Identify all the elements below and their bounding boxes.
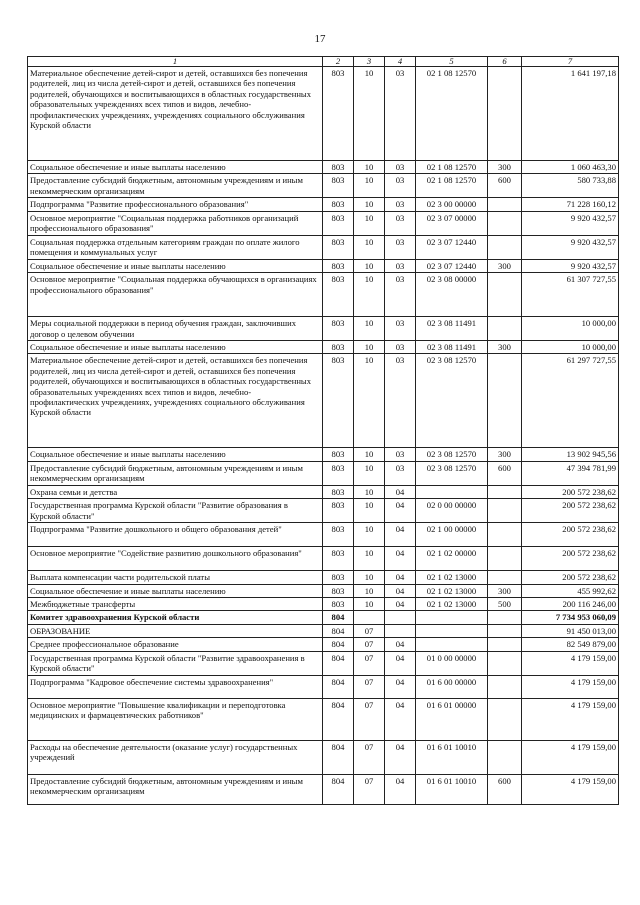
row-sum: 4 179 159,00: [522, 698, 619, 740]
row-pr: 04: [385, 571, 416, 584]
table-row: [28, 174, 619, 198]
row-rz: 10: [354, 547, 385, 571]
row-sum: 71 228 160,12: [522, 198, 619, 211]
row-rz: 07: [354, 638, 385, 651]
row-sum: 10 000,00: [522, 341, 619, 354]
row-name: Основное мероприятие "Содействие развитию дошкольного образования": [28, 547, 323, 571]
row-name: Материальное обеспечение детей-сирот и детей, оставшихся без попечения родителей, лиц из числа детей-сирот и детей, оставшихся без попечения родителей, обучающихся и воспитывающихся в областных государственных образовательных учреждениях всех типов и видов, лечебно-профилактических учреждениях, учреждениях социального обслуживания Курской области: [28, 354, 323, 448]
row-pr: 04: [385, 740, 416, 774]
row-sum: 47 394 781,99: [522, 461, 619, 485]
row-name: Подпрограмма "Развитие профессионального образования": [28, 198, 323, 211]
row-vr: [488, 67, 522, 161]
row-vr: [488, 499, 522, 523]
table-row: [28, 461, 619, 485]
row-rz: 10: [354, 461, 385, 485]
row-ved: 804: [323, 638, 354, 651]
row-rz: 10: [354, 273, 385, 317]
row-sum: 4 179 159,00: [522, 774, 619, 804]
row-sum: 82 549 879,00: [522, 638, 619, 651]
row-vr: [488, 624, 522, 637]
row-csr: 02 3 08 12570: [416, 461, 488, 485]
row-name: Социальное обеспечение и иные выплаты населению: [28, 341, 323, 354]
row-ved: 803: [323, 571, 354, 584]
row-pr: 04: [385, 485, 416, 498]
row-ved: 803: [323, 67, 354, 161]
row-name: Подпрограмма "Кадровое обеспечение системы здравоохранения": [28, 675, 323, 698]
row-csr: 02 3 08 12570: [416, 354, 488, 448]
row-sum: 1 060 463,30: [522, 161, 619, 174]
row-name: Основное мероприятие "Социальная поддержка обучающихся в организациях профессионального образования": [28, 273, 323, 317]
row-rz: 10: [354, 598, 385, 611]
row-ved: 803: [323, 211, 354, 235]
row-ved: 804: [323, 774, 354, 804]
row-vr: [488, 651, 522, 675]
table-row: [28, 675, 619, 698]
table-row: [28, 598, 619, 611]
row-vr: [488, 317, 522, 341]
row-vr: 600: [488, 461, 522, 485]
table-row: [28, 611, 619, 624]
row-pr: 03: [385, 448, 416, 461]
row-csr: 01 6 00 00000: [416, 675, 488, 698]
row-rz: 10: [354, 174, 385, 198]
row-ved: 804: [323, 698, 354, 740]
row-name: ОБРАЗОВАНИЕ: [28, 624, 323, 637]
row-rz: 10: [354, 523, 385, 547]
row-sum: 455 992,62: [522, 584, 619, 597]
row-csr: 02 3 07 00000: [416, 211, 488, 235]
row-vr: [488, 354, 522, 448]
row-sum: 13 902 945,56: [522, 448, 619, 461]
row-vr: [488, 485, 522, 498]
row-csr: [416, 624, 488, 637]
row-name: Материальное обеспечение детей-сирот и детей, оставшихся без попечения родителей, лиц из числа детей-сирот и детей, оставшихся без попечения родителей, обучающихся и воспитывающихся в областных государственных образовательных учреждениях всех типов и видов, лечебно-профилактических учреждениях, учреждениях социального обслуживания Курской области: [28, 67, 323, 161]
row-vr: [488, 547, 522, 571]
row-csr: 02 1 08 12570: [416, 174, 488, 198]
row-name: Среднее профессиональное образование: [28, 638, 323, 651]
row-vr: [488, 523, 522, 547]
row-vr: [488, 211, 522, 235]
row-sum: 61 307 727,55: [522, 273, 619, 317]
row-pr: [385, 624, 416, 637]
row-name: Расходы на обеспечение деятельности (оказание услуг) государственных учреждений: [28, 740, 323, 774]
table-row: [28, 448, 619, 461]
row-ved: 804: [323, 624, 354, 637]
row-name: Государственная программа Курской области "Развитие образования в Курской области": [28, 499, 323, 523]
row-ved: 803: [323, 317, 354, 341]
budget-table: [27, 56, 619, 805]
row-vr: [488, 638, 522, 651]
row-vr: 300: [488, 341, 522, 354]
row-sum: 200 572 238,62: [522, 547, 619, 571]
row-rz: 07: [354, 740, 385, 774]
row-ved: 803: [323, 485, 354, 498]
row-vr: [488, 235, 522, 259]
row-vr: 300: [488, 161, 522, 174]
row-pr: 04: [385, 598, 416, 611]
row-pr: 03: [385, 317, 416, 341]
row-pr: 03: [385, 211, 416, 235]
table-row: [28, 198, 619, 211]
row-name: Выплата компенсации части родительской платы: [28, 571, 323, 584]
row-pr: 03: [385, 461, 416, 485]
table-row: [28, 211, 619, 235]
row-sum: 10 000,00: [522, 317, 619, 341]
table-row: [28, 638, 619, 651]
row-name: Предоставление субсидий бюджетным, автономным учреждениям и иным некоммерческим организациям: [28, 174, 323, 198]
row-rz: 10: [354, 571, 385, 584]
row-rz: 10: [354, 341, 385, 354]
row-vr: 500: [488, 598, 522, 611]
row-ved: 803: [323, 584, 354, 597]
row-sum: 61 297 727,55: [522, 354, 619, 448]
table-row: [28, 235, 619, 259]
row-rz: 07: [354, 675, 385, 698]
row-csr: 02 3 08 12570: [416, 448, 488, 461]
page-number: 17: [314, 33, 326, 45]
row-name: Охрана семьи и детства: [28, 485, 323, 498]
row-pr: 04: [385, 584, 416, 597]
row-pr: 04: [385, 499, 416, 523]
row-vr: [488, 198, 522, 211]
row-rz: 10: [354, 67, 385, 161]
row-vr: [488, 571, 522, 584]
row-csr: 01 0 00 00000: [416, 651, 488, 675]
row-rz: 10: [354, 161, 385, 174]
table-row: [28, 259, 619, 272]
row-sum: 9 920 432,57: [522, 235, 619, 259]
row-csr: 01 6 01 10010: [416, 740, 488, 774]
row-ved: 804: [323, 675, 354, 698]
row-pr: 03: [385, 198, 416, 211]
row-pr: 04: [385, 774, 416, 804]
row-pr: 03: [385, 273, 416, 317]
row-csr: 02 3 07 12440: [416, 235, 488, 259]
header-row: [28, 57, 619, 67]
row-pr: 03: [385, 161, 416, 174]
row-sum: 200 572 238,62: [522, 499, 619, 523]
row-sum: 7 734 953 060,09: [522, 611, 619, 624]
row-rz: 07: [354, 698, 385, 740]
row-csr: 02 1 02 00000: [416, 547, 488, 571]
row-csr: 02 1 00 00000: [416, 523, 488, 547]
row-sum: 200 116 246,00: [522, 598, 619, 611]
row-csr: [416, 485, 488, 498]
row-csr: 02 1 02 13000: [416, 584, 488, 597]
row-pr: 04: [385, 523, 416, 547]
row-pr: 03: [385, 67, 416, 161]
row-name: Основное мероприятие "Повышение квалификации и переподготовка медицинских и фармацевтических работников": [28, 698, 323, 740]
row-csr: [416, 638, 488, 651]
table-row: [28, 161, 619, 174]
table-row: [28, 354, 619, 448]
row-sum: 200 572 238,62: [522, 571, 619, 584]
row-vr: [488, 273, 522, 317]
row-csr: 02 3 00 00000: [416, 198, 488, 211]
row-pr: 03: [385, 235, 416, 259]
row-csr: 02 3 07 12440: [416, 259, 488, 272]
table-row: [28, 547, 619, 571]
table-row: [28, 651, 619, 675]
row-pr: 04: [385, 675, 416, 698]
row-sum: 200 572 238,62: [522, 523, 619, 547]
row-name: Меры социальной поддержки в период обучения граждан, заключивших договор о целевом обучении: [28, 317, 323, 341]
row-rz: 10: [354, 198, 385, 211]
row-pr: 04: [385, 698, 416, 740]
table-row: [28, 571, 619, 584]
row-ved: 803: [323, 161, 354, 174]
table-row: [28, 67, 619, 161]
row-sum: 200 572 238,62: [522, 485, 619, 498]
row-sum: 91 450 013,00: [522, 624, 619, 637]
row-ved: 803: [323, 354, 354, 448]
table-row: [28, 485, 619, 498]
row-rz: 10: [354, 485, 385, 498]
table-row: [28, 698, 619, 740]
row-csr: 02 1 02 13000: [416, 571, 488, 584]
row-name: Основное мероприятие "Социальная поддержка работников организаций профессионального образования": [28, 211, 323, 235]
table-row: [28, 624, 619, 637]
table-row: [28, 273, 619, 317]
header-col-7: 7: [522, 57, 619, 67]
row-rz: 10: [354, 354, 385, 448]
row-ved: 804: [323, 651, 354, 675]
row-csr: 02 1 02 13000: [416, 598, 488, 611]
row-name: Предоставление субсидий бюджетным, автономным учреждениям и иным некоммерческим организациям: [28, 461, 323, 485]
row-pr: [385, 611, 416, 624]
row-rz: 10: [354, 259, 385, 272]
row-name: Межбюджетные трансферты: [28, 598, 323, 611]
row-rz: [354, 611, 385, 624]
row-ved: 803: [323, 499, 354, 523]
row-ved: 804: [323, 740, 354, 774]
row-name: Социальное обеспечение и иные выплаты населению: [28, 448, 323, 461]
row-sum: 9 920 432,57: [522, 211, 619, 235]
row-vr: [488, 611, 522, 624]
row-csr: 02 3 08 11491: [416, 317, 488, 341]
row-sum: 4 179 159,00: [522, 740, 619, 774]
header-col-2: 2: [323, 57, 354, 67]
row-ved: 803: [323, 174, 354, 198]
row-csr: 02 1 08 12570: [416, 161, 488, 174]
row-name: Комитет здравоохранения Курской области: [28, 611, 323, 624]
row-rz: 07: [354, 774, 385, 804]
row-csr: 01 6 01 10010: [416, 774, 488, 804]
row-name: Социальное обеспечение и иные выплаты населению: [28, 259, 323, 272]
table-row: [28, 317, 619, 341]
row-name: Государственная программа Курской области "Развитие здравоохранения в Курской области": [28, 651, 323, 675]
row-ved: 803: [323, 198, 354, 211]
row-vr: [488, 698, 522, 740]
row-rz: 07: [354, 651, 385, 675]
row-name: Подпрограмма "Развитие дошкольного и общего образования детей": [28, 523, 323, 547]
row-csr: 01 6 01 00000: [416, 698, 488, 740]
row-pr: 03: [385, 259, 416, 272]
row-rz: 10: [354, 235, 385, 259]
row-csr: 02 3 08 11491: [416, 341, 488, 354]
row-ved: 803: [323, 341, 354, 354]
row-sum: 580 733,88: [522, 174, 619, 198]
row-ved: 804: [323, 611, 354, 624]
row-vr: 600: [488, 774, 522, 804]
row-vr: 300: [488, 584, 522, 597]
row-pr: 04: [385, 651, 416, 675]
table-row: [28, 774, 619, 804]
table-body: [28, 67, 619, 805]
row-sum: 4 179 159,00: [522, 651, 619, 675]
row-sum: 1 641 197,18: [522, 67, 619, 161]
row-ved: 803: [323, 259, 354, 272]
row-rz: 07: [354, 624, 385, 637]
row-pr: 04: [385, 638, 416, 651]
header-col-3: 3: [354, 57, 385, 67]
row-ved: 803: [323, 273, 354, 317]
row-csr: 02 3 08 00000: [416, 273, 488, 317]
header-col-6: 6: [488, 57, 522, 67]
row-ved: 803: [323, 461, 354, 485]
row-rz: 10: [354, 448, 385, 461]
row-csr: 02 0 00 00000: [416, 499, 488, 523]
header-col-5: 5: [416, 57, 488, 67]
row-vr: 300: [488, 259, 522, 272]
table-row: [28, 523, 619, 547]
row-pr: 03: [385, 354, 416, 448]
header-col-4: 4: [385, 57, 416, 67]
row-vr: [488, 740, 522, 774]
row-vr: 300: [488, 448, 522, 461]
row-rz: 10: [354, 317, 385, 341]
row-pr: 03: [385, 341, 416, 354]
row-pr: 04: [385, 547, 416, 571]
header-col-1: 1: [28, 57, 323, 67]
row-sum: 4 179 159,00: [522, 675, 619, 698]
row-name: Предоставление субсидий бюджетным, автономным учреждениям и иным некоммерческим организациям: [28, 774, 323, 804]
row-ved: 803: [323, 523, 354, 547]
row-ved: 803: [323, 598, 354, 611]
row-rz: 10: [354, 211, 385, 235]
row-csr: 02 1 08 12570: [416, 67, 488, 161]
table-row: [28, 740, 619, 774]
row-csr: [416, 611, 488, 624]
row-name: Социальное обеспечение и иные выплаты населению: [28, 584, 323, 597]
row-vr: 600: [488, 174, 522, 198]
row-name: Социальная поддержка отдельным категориям граждан по оплате жилого помещения и коммунальных услуг: [28, 235, 323, 259]
row-ved: 803: [323, 235, 354, 259]
row-ved: 803: [323, 547, 354, 571]
table-row: [28, 341, 619, 354]
row-rz: 10: [354, 584, 385, 597]
row-sum: 9 920 432,57: [522, 259, 619, 272]
row-vr: [488, 675, 522, 698]
row-rz: 10: [354, 499, 385, 523]
row-name: Социальное обеспечение и иные выплаты населению: [28, 161, 323, 174]
table-row: [28, 584, 619, 597]
row-ved: 803: [323, 448, 354, 461]
table-row: [28, 499, 619, 523]
row-pr: 03: [385, 174, 416, 198]
